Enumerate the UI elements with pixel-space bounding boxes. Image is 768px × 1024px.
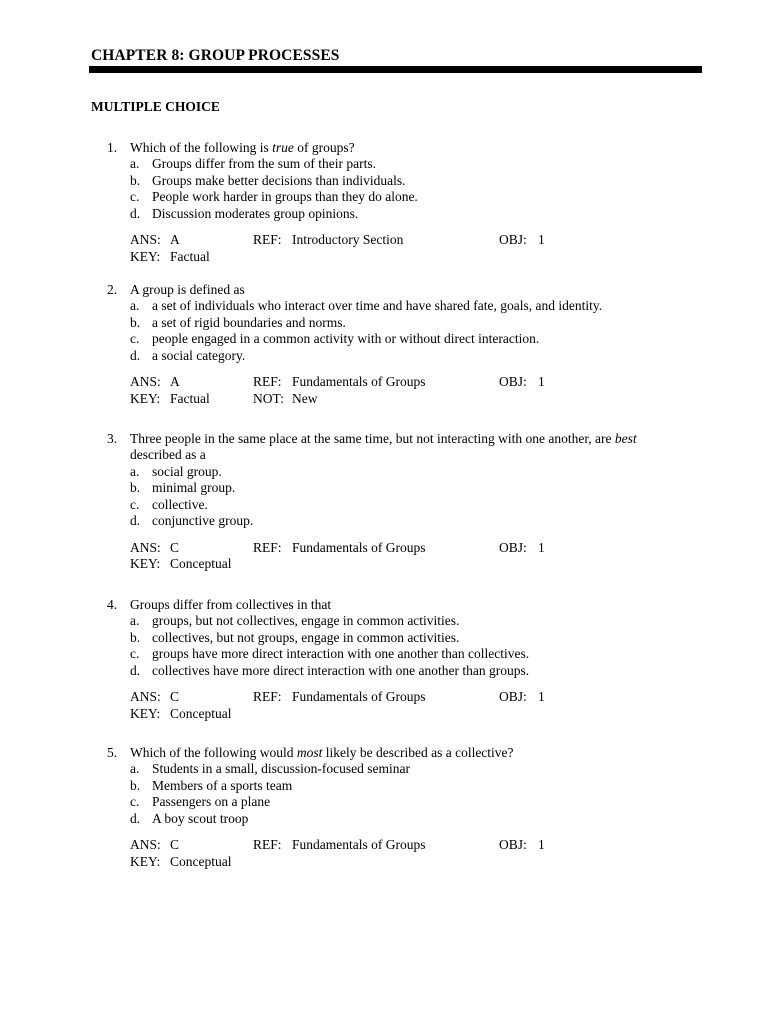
obj-label: OBJ: <box>499 374 527 390</box>
ans-value: C <box>170 539 180 555</box>
obj-label: OBJ: <box>499 539 527 555</box>
page-title: CHAPTER 8: GROUP PROCESSES <box>91 47 340 64</box>
option-letter: d. <box>130 347 141 363</box>
answer-option <box>0 778 768 794</box>
ref-value: Introductory Section <box>292 232 404 248</box>
key-value: Conceptual <box>170 853 232 869</box>
obj-value: 1 <box>538 232 545 248</box>
metadata-row <box>0 854 768 870</box>
option-text: A boy scout troop <box>152 810 249 826</box>
option-letter: c. <box>130 794 140 810</box>
obj-value: 1 <box>538 374 545 390</box>
ref-value: Fundamentals of Groups <box>292 539 426 555</box>
ans-label: ANS: <box>130 689 161 705</box>
question-stem-line <box>0 282 768 298</box>
ref-label: REF: <box>253 837 282 853</box>
question-number: 1. <box>107 140 118 155</box>
ans-label: ANS: <box>130 539 161 555</box>
answer-option <box>0 663 768 679</box>
key-label: KEY: <box>130 390 161 406</box>
ans-label: ANS: <box>130 837 161 853</box>
option-text: a set of individuals who interact over time and have shared fate, goals, and identity. <box>152 298 603 314</box>
answer-metadata <box>0 374 768 407</box>
option-letter: a. <box>130 298 140 314</box>
metadata-row <box>0 556 768 572</box>
question-item <box>0 431 768 573</box>
option-letter: a. <box>130 463 140 479</box>
question-stem-line <box>0 431 768 447</box>
question-stem <box>130 447 206 463</box>
key-value: Factual <box>170 390 210 406</box>
question-number: 2. <box>107 282 118 297</box>
stem-emphasis: true <box>272 140 294 155</box>
option-letter: b. <box>130 629 141 645</box>
option-letter: c. <box>130 189 140 205</box>
option-text: collectives have more direct interaction with one another than groups. <box>152 662 530 678</box>
ref-label: REF: <box>253 689 282 705</box>
answer-option <box>0 794 768 810</box>
option-text: Groups make better decisions than individuals. <box>152 172 406 188</box>
answer-metadata <box>0 837 768 870</box>
option-text: Discussion moderates group opinions. <box>152 205 359 221</box>
ans-value: A <box>170 374 180 390</box>
section-heading: MULTIPLE CHOICE <box>91 99 220 114</box>
option-text: Students in a small, discussion-focused seminar <box>152 761 410 777</box>
option-letter: a. <box>130 156 140 172</box>
option-letter: d. <box>130 205 141 221</box>
option-text: a social category. <box>152 347 246 363</box>
answer-option <box>0 331 768 347</box>
option-text: Members of a sports team <box>152 777 293 793</box>
option-letter: a. <box>130 761 140 777</box>
title-rule <box>89 66 702 73</box>
option-text: Passengers on a plane <box>152 794 271 810</box>
ref-value: Fundamentals of Groups <box>292 374 426 390</box>
answer-option <box>0 298 768 314</box>
option-text: People work harder in groups than they do alone. <box>152 189 418 205</box>
stem-text: likely be described as a collective? <box>322 745 514 760</box>
question-stem <box>130 745 514 761</box>
answer-option <box>0 761 768 777</box>
key-label: KEY: <box>130 705 161 721</box>
ref-label: REF: <box>253 539 282 555</box>
answer-option <box>0 480 768 496</box>
option-letter: d. <box>130 662 141 678</box>
obj-value: 1 <box>538 689 545 705</box>
answer-option <box>0 811 768 827</box>
option-letter: b. <box>130 314 141 330</box>
ref-label: REF: <box>253 232 282 248</box>
option-text: social group. <box>152 463 222 479</box>
metadata-row <box>0 232 768 248</box>
option-letter: d. <box>130 512 141 528</box>
stem-text: Groups differ from collectives in that <box>130 597 332 612</box>
answer-option <box>0 497 768 513</box>
answer-option <box>0 348 768 364</box>
stem-emphasis: most <box>296 745 323 760</box>
question-stem-line <box>0 745 768 761</box>
metadata-row <box>0 249 768 265</box>
option-letter: b. <box>130 777 141 793</box>
answer-option <box>0 464 768 480</box>
answer-option <box>0 173 768 189</box>
stem-text: Which of the following would <box>130 745 297 760</box>
stem-text: described as a <box>130 447 206 463</box>
key-label: KEY: <box>130 248 161 264</box>
question-stem-line <box>0 140 768 156</box>
stem-text: of groups? <box>293 140 355 155</box>
question-number: 4. <box>107 597 118 612</box>
answer-metadata <box>0 232 768 265</box>
question-item <box>0 282 768 407</box>
option-text: collectives, but not groups, engage in common activities. <box>152 629 460 645</box>
metadata-row <box>0 374 768 390</box>
question-stem <box>130 282 245 298</box>
metadata-row <box>0 689 768 705</box>
option-text: people engaged in a common activity with or without direct interaction. <box>152 331 540 347</box>
question-item <box>0 140 768 265</box>
stem-emphasis: best <box>614 431 637 446</box>
option-letter: d. <box>130 810 141 826</box>
ans-value: A <box>170 232 180 248</box>
option-text: a set of rigid boundaries and norms. <box>152 314 346 330</box>
answer-metadata <box>0 540 768 573</box>
obj-label: OBJ: <box>499 232 527 248</box>
stem-text: Which of the following is <box>130 140 273 155</box>
stem-text: Three people in the same place at the same time, but not interacting with one another, are <box>130 431 615 446</box>
ref-label: REF: <box>253 374 282 390</box>
ans-value: C <box>170 689 180 705</box>
not-label: NOT: <box>253 390 284 406</box>
answer-option <box>0 630 768 646</box>
metadata-row <box>0 391 768 407</box>
answer-option <box>0 613 768 629</box>
key-value: Conceptual <box>170 556 232 572</box>
metadata-row <box>0 837 768 853</box>
option-letter: c. <box>130 331 140 347</box>
obj-label: OBJ: <box>499 689 527 705</box>
answer-option <box>0 206 768 222</box>
answer-option <box>0 513 768 529</box>
answer-metadata <box>0 689 768 722</box>
ref-value: Fundamentals of Groups <box>292 689 426 705</box>
metadata-row <box>0 540 768 556</box>
option-text: conjunctive group. <box>152 512 254 528</box>
question-stem-line <box>0 597 768 613</box>
question-item <box>0 597 768 722</box>
metadata-row <box>0 706 768 722</box>
option-text: groups, but not collectives, engage in common activities. <box>152 613 460 629</box>
not-value: New <box>292 390 318 406</box>
ans-value: C <box>170 837 180 853</box>
option-letter: c. <box>130 496 140 512</box>
obj-value: 1 <box>538 539 545 555</box>
answer-option <box>0 646 768 662</box>
option-text: Groups differ from the sum of their parts. <box>152 156 376 172</box>
answer-option <box>0 156 768 172</box>
stem-text: A group is defined as <box>130 282 245 297</box>
question-stem <box>130 140 355 156</box>
option-letter: b. <box>130 480 141 496</box>
key-label: KEY: <box>130 556 161 572</box>
question-number: 3. <box>107 431 118 446</box>
question-stem <box>130 431 637 447</box>
ref-value: Fundamentals of Groups <box>292 837 426 853</box>
option-text: collective. <box>152 496 208 512</box>
obj-value: 1 <box>538 837 545 853</box>
ans-label: ANS: <box>130 232 161 248</box>
answer-option <box>0 315 768 331</box>
option-letter: b. <box>130 172 141 188</box>
key-value: Factual <box>170 248 210 264</box>
option-text: minimal group. <box>152 480 236 496</box>
ans-label: ANS: <box>130 374 161 390</box>
option-letter: a. <box>130 613 140 629</box>
question-stem <box>130 597 331 613</box>
key-value: Conceptual <box>170 705 232 721</box>
question-stem-line <box>0 447 768 463</box>
answer-option <box>0 189 768 205</box>
option-text: groups have more direct interaction with one another than collectives. <box>152 646 530 662</box>
key-label: KEY: <box>130 853 161 869</box>
obj-label: OBJ: <box>499 837 527 853</box>
question-number: 5. <box>107 745 118 760</box>
question-item <box>0 745 768 870</box>
option-letter: c. <box>130 646 140 662</box>
